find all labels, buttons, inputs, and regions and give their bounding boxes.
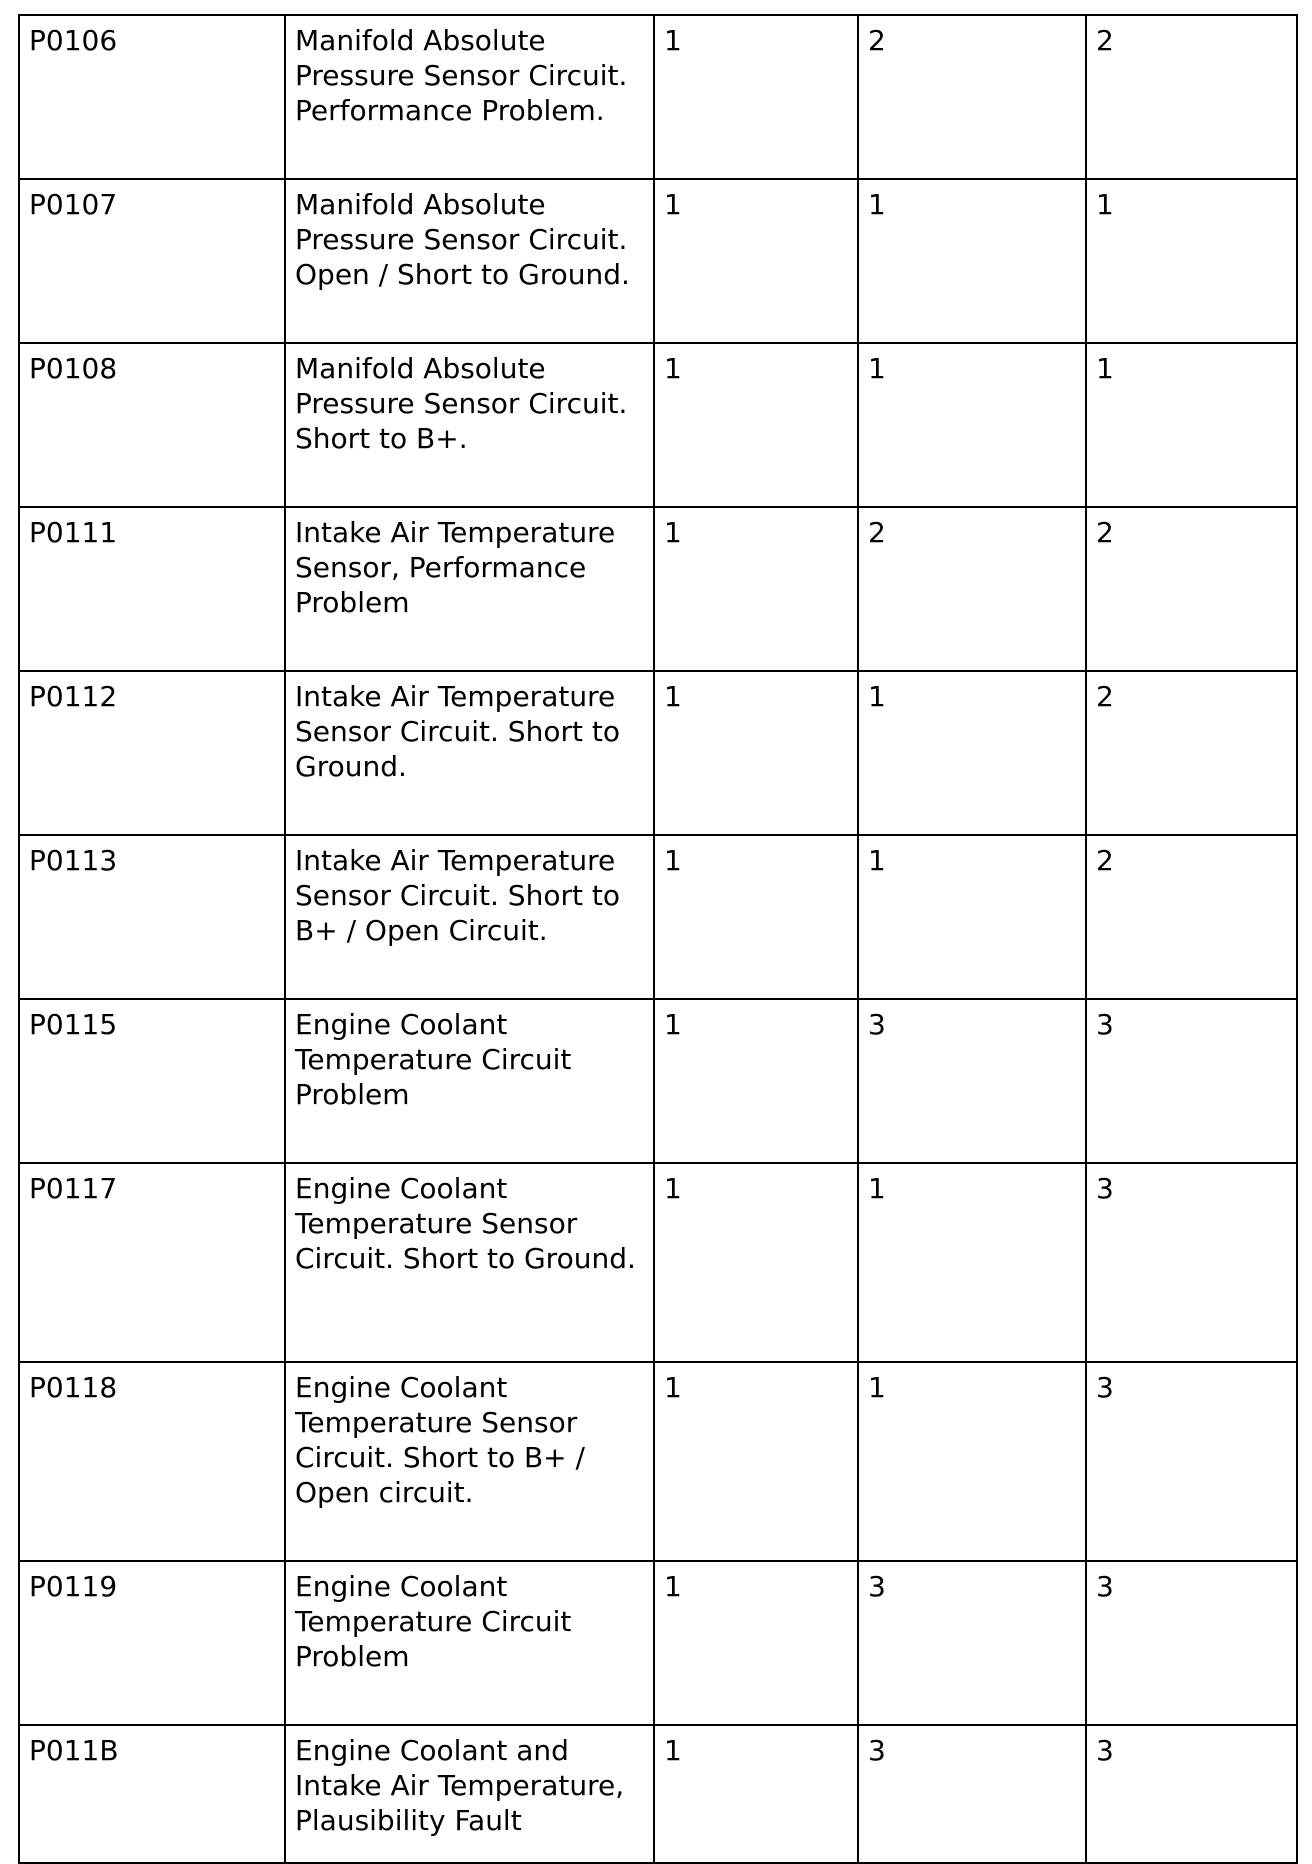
table-row — [19, 671, 1297, 835]
dtc-value-1: 1 — [654, 999, 858, 1163]
dtc-value-2: 3 — [858, 999, 1086, 1163]
table-row — [19, 1362, 1297, 1561]
dtc-value-2: 1 — [858, 671, 1086, 835]
dtc-value-2: 3 — [858, 1725, 1086, 1863]
dtc-code: P0117 — [19, 1163, 285, 1362]
dtc-value-1: 1 — [654, 1362, 858, 1561]
dtc-value-3: 3 — [1086, 999, 1297, 1163]
table-row — [19, 1561, 1297, 1725]
table-row — [19, 999, 1297, 1163]
dtc-code: P0113 — [19, 835, 285, 999]
dtc-description: Engine Coolant Temperature Circuit Problem — [285, 1561, 654, 1725]
dtc-value-3: 1 — [1086, 179, 1297, 343]
dtc-table — [18, 14, 1298, 1864]
dtc-code: P0112 — [19, 671, 285, 835]
dtc-value-3: 2 — [1086, 835, 1297, 999]
dtc-value-1: 1 — [654, 179, 858, 343]
dtc-description: Engine Coolant Temperature Circuit Problem — [285, 999, 654, 1163]
dtc-value-3: 2 — [1086, 15, 1297, 179]
dtc-value-3: 2 — [1086, 671, 1297, 835]
dtc-description: Intake Air Temperature Sensor Circuit. Short to Ground. — [285, 671, 654, 835]
dtc-value-2: 3 — [858, 1561, 1086, 1725]
dtc-value-2: 1 — [858, 343, 1086, 507]
dtc-value-1: 1 — [654, 1725, 858, 1863]
dtc-description: Manifold Absolute Pressure Sensor Circuit. Open / Short to Ground. — [285, 179, 654, 343]
dtc-value-1: 1 — [654, 1561, 858, 1725]
dtc-code: P0118 — [19, 1362, 285, 1561]
dtc-value-1: 1 — [654, 507, 858, 671]
dtc-value-3: 2 — [1086, 507, 1297, 671]
table-row — [19, 1163, 1297, 1362]
dtc-value-3: 3 — [1086, 1725, 1297, 1863]
dtc-code: P0106 — [19, 15, 285, 179]
dtc-code: P0108 — [19, 343, 285, 507]
dtc-code: P0107 — [19, 179, 285, 343]
table-row — [19, 835, 1297, 999]
dtc-value-2: 1 — [858, 1163, 1086, 1362]
dtc-value-3: 3 — [1086, 1561, 1297, 1725]
dtc-value-2: 2 — [858, 507, 1086, 671]
dtc-code: P011B — [19, 1725, 285, 1863]
dtc-description: Engine Coolant Temperature Sensor Circuit. Short to B+ / Open circuit. — [285, 1362, 654, 1561]
dtc-code: P0115 — [19, 999, 285, 1163]
dtc-value-2: 1 — [858, 1362, 1086, 1561]
table-row — [19, 15, 1297, 179]
dtc-value-3: 3 — [1086, 1163, 1297, 1362]
dtc-value-2: 1 — [858, 179, 1086, 343]
dtc-value-2: 2 — [858, 15, 1086, 179]
dtc-value-2: 1 — [858, 835, 1086, 999]
dtc-description: Engine Coolant and Intake Air Temperature, Plausibility Fault — [285, 1725, 654, 1863]
dtc-value-1: 1 — [654, 835, 858, 999]
dtc-value-3: 1 — [1086, 343, 1297, 507]
dtc-code: P0111 — [19, 507, 285, 671]
table-row — [19, 343, 1297, 507]
table-row — [19, 179, 1297, 343]
dtc-value-1: 1 — [654, 1163, 858, 1362]
dtc-value-3: 3 — [1086, 1362, 1297, 1561]
dtc-value-1: 1 — [654, 15, 858, 179]
dtc-description: Intake Air Temperature Sensor Circuit. Short to B+ / Open Circuit. — [285, 835, 654, 999]
dtc-code: P0119 — [19, 1561, 285, 1725]
dtc-description: Intake Air Temperature Sensor, Performance Problem — [285, 507, 654, 671]
dtc-value-1: 1 — [654, 671, 858, 835]
table-row — [19, 1725, 1297, 1863]
table-row — [19, 507, 1297, 671]
dtc-description: Manifold Absolute Pressure Sensor Circuit. Performance Problem. — [285, 15, 654, 179]
dtc-value-1: 1 — [654, 343, 858, 507]
dtc-description: Engine Coolant Temperature Sensor Circuit. Short to Ground. — [285, 1163, 654, 1362]
dtc-description: Manifold Absolute Pressure Sensor Circuit. Short to B+. — [285, 343, 654, 507]
